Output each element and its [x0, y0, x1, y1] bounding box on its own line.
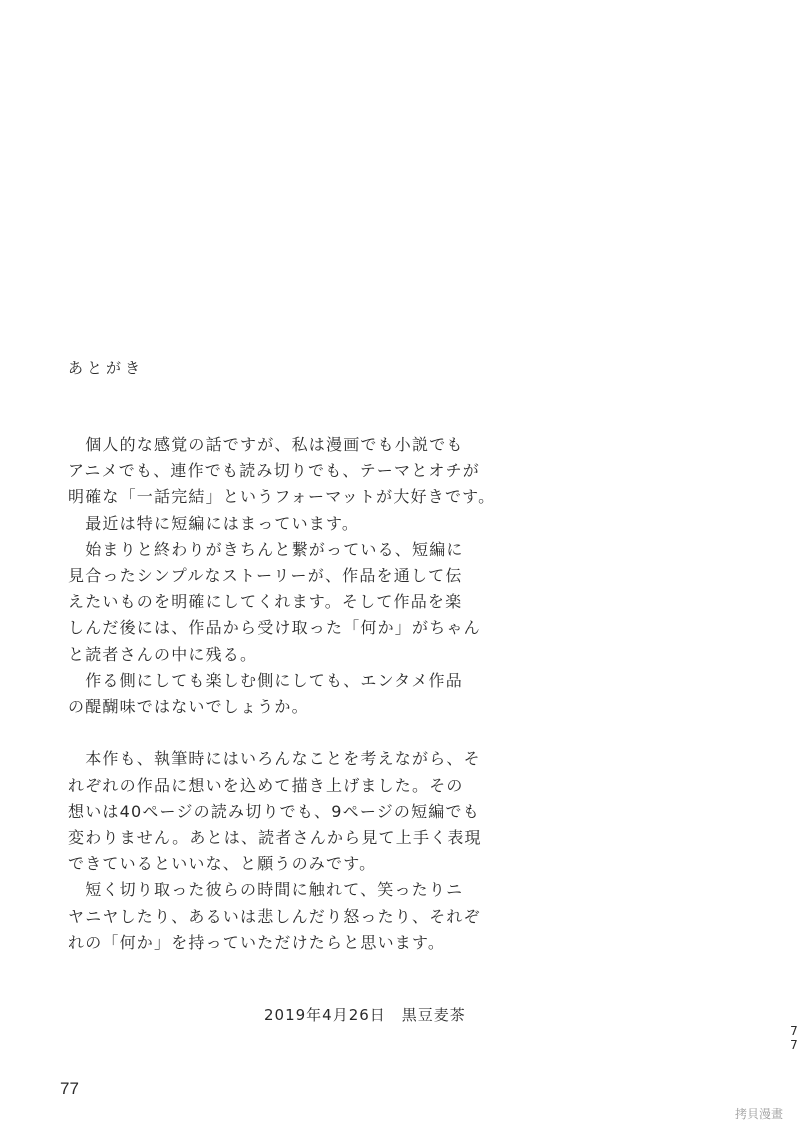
- afterword-heading: あとがき: [68, 359, 145, 377]
- side-page-number-digit: 7: [790, 1024, 798, 1038]
- date-and-author-signature: 2019年4月26日 黒豆麦茶: [264, 1006, 466, 1024]
- side-page-number-digit: 7: [790, 1038, 798, 1052]
- watermark-text: 拷貝漫畫: [735, 1107, 784, 1121]
- page-number: 77: [60, 1079, 79, 1098]
- afterword-body: 個人的な感覚の話ですが、私は漫画でも小説でも アニメでも、連作でも読み切りでも、テーマとオチが 明確な「一話完結」というフォーマットが大好きです。 最近は特に短編にはまっています。 始まりと終わりがきちんと繋がっている、短編に 見合ったシンプルなストーリーが、作品を通して伝 えたいものを明確にしてくれます。そして作品を楽 しんだ後には、作品から受け取った「何か」がちゃん と読者さんの中に残る。 作る側にしても楽しむ側にしても、エンタメ作品 の醍醐味ではないでしょうか。 本作も、執筆時にはいろんなことを考えながら、そ れぞれの作品に想いを込めて描き上げました。その 想いは40ページの読み切りでも、9ページの短編でも 変わりません。あとは、読者さんから見て上手く表現 できているといいな、と願うのみです。 短く切り取った彼らの時間に触れて、笑ったりニ ヤニヤしたり、あるいは悲しんだり怒ったり、それぞ れの「何か」を持っていただけたらと思います。: [68, 435, 496, 952]
- side-page-number: [788, 1024, 800, 1052]
